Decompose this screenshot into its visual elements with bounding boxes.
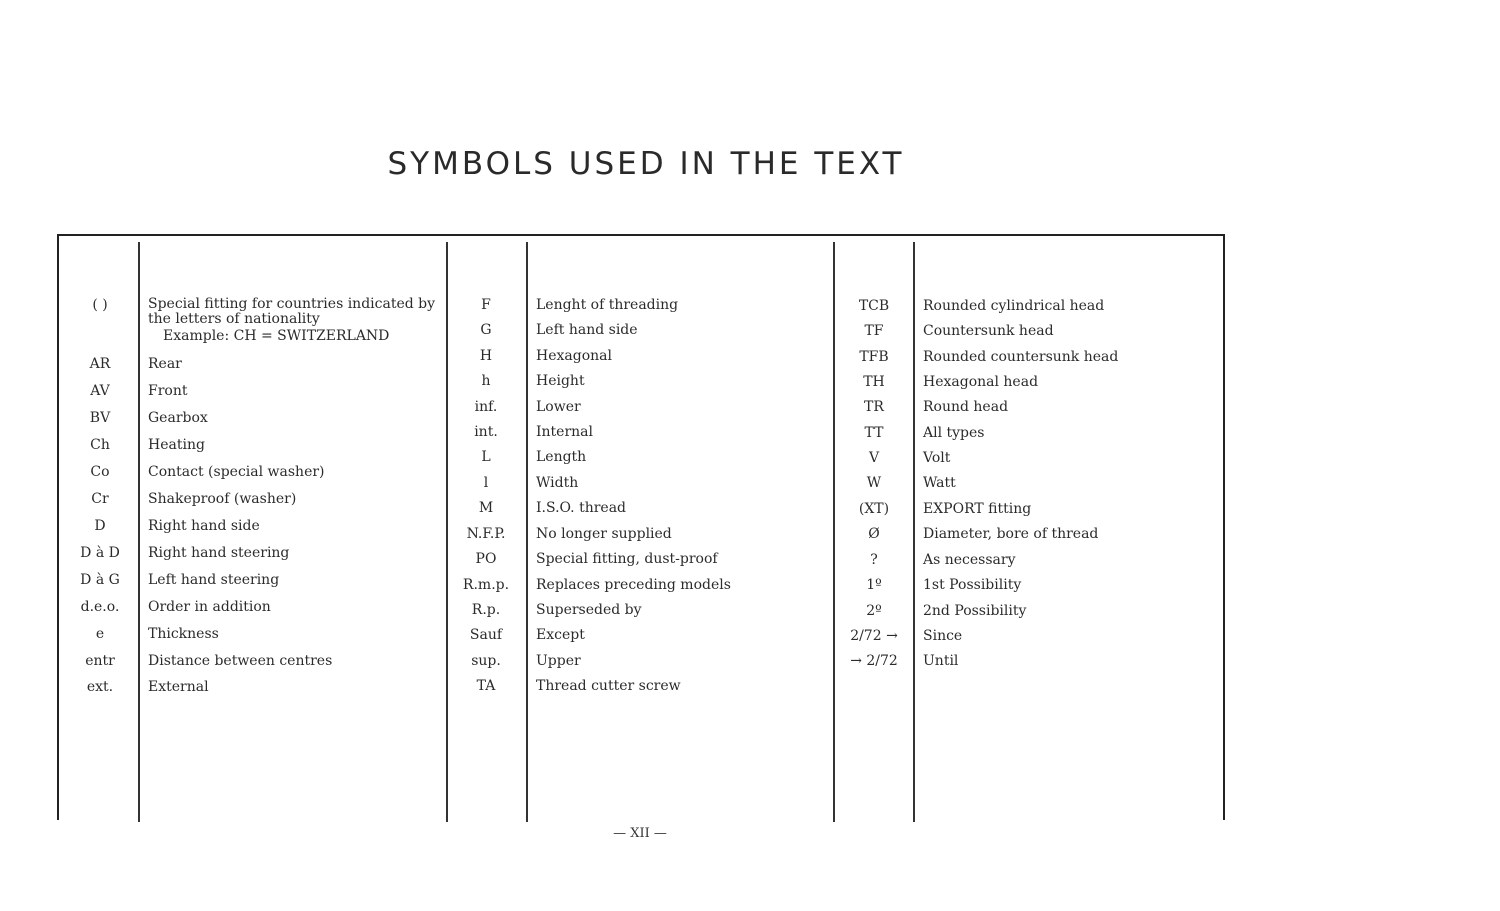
symbol-description: Until	[923, 653, 959, 669]
symbol-code: TH	[863, 374, 885, 390]
column-divider	[138, 242, 140, 822]
symbol-code: D	[94, 518, 106, 534]
symbol-description: Hexagonal head	[923, 374, 1039, 390]
symbol-code: 2/72 →	[850, 628, 898, 644]
symbol-description: Upper	[536, 653, 581, 669]
symbol-description: Rear	[148, 356, 182, 372]
symbol-code: AV	[90, 383, 110, 399]
page-title: SYMBOLS USED IN THE TEXT	[387, 146, 905, 182]
symbol-code: L	[481, 449, 491, 465]
column-divider	[833, 242, 835, 822]
symbol-code: 1º	[866, 577, 882, 593]
symbol-description: Special fitting for countries indicated by the letters of nationality	[148, 296, 436, 327]
column-divider	[526, 242, 528, 822]
symbol-code: TT	[864, 425, 884, 441]
symbol-description: Distance between centres	[148, 653, 333, 669]
symbol-example: Example: CH = SWITZERLAND	[163, 328, 390, 344]
symbol-description: Replaces preceding models	[536, 577, 731, 593]
page-number: — XII —	[613, 826, 667, 841]
symbol-code: TF	[864, 323, 884, 339]
symbol-description: Internal	[536, 424, 593, 440]
symbol-description: Countersunk head	[923, 323, 1054, 339]
symbol-code: V	[868, 450, 880, 466]
symbol-description: Thread cutter screw	[536, 678, 681, 694]
symbol-code: → 2/72	[850, 653, 898, 669]
symbol-code: inf.	[474, 399, 498, 415]
symbol-code: d.e.o.	[80, 599, 120, 615]
symbol-description: External	[148, 679, 209, 695]
symbol-code: N.F.P.	[466, 526, 506, 542]
symbol-description: Since	[923, 628, 963, 644]
symbol-description: Rounded countersunk head	[923, 349, 1119, 365]
symbol-code: TFB	[859, 349, 889, 365]
symbol-code: ext.	[86, 679, 114, 695]
symbol-description: 2nd Possibility	[923, 603, 1027, 619]
symbol-code: entr	[85, 653, 115, 669]
symbol-description: Front	[148, 383, 188, 399]
symbol-code: l	[483, 475, 489, 491]
symbol-code: D à G	[80, 572, 120, 588]
symbol-code: H	[479, 348, 493, 364]
symbol-description: Round head	[923, 399, 1009, 415]
symbol-code: sup.	[471, 653, 501, 669]
symbol-description: Shakeproof (washer)	[148, 491, 297, 507]
symbol-code: TCB	[858, 298, 890, 314]
symbol-description: Rounded cylindrical head	[923, 298, 1105, 314]
symbol-description: Height	[536, 373, 585, 389]
symbol-code: int.	[474, 424, 498, 440]
symbol-description: Width	[536, 475, 579, 491]
symbol-description: Right hand side	[148, 518, 260, 534]
symbol-code: h	[481, 373, 491, 389]
symbol-description: No longer supplied	[536, 526, 672, 542]
symbol-description: Left hand side	[536, 322, 638, 338]
symbol-code: R.p.	[471, 602, 501, 618]
symbol-code: ( )	[92, 297, 108, 313]
symbol-description: Superseded by	[536, 602, 642, 618]
symbol-code: (XT)	[858, 501, 890, 517]
symbol-code: ?	[870, 552, 878, 568]
symbol-description: Hexagonal	[536, 348, 612, 364]
symbol-description: Special fitting, dust-proof	[536, 551, 718, 567]
symbol-description: EXPORT fitting	[923, 501, 1032, 517]
symbol-code: G	[480, 322, 492, 338]
symbol-description: Volt	[923, 450, 951, 466]
symbol-code: M	[478, 500, 494, 516]
symbol-description: Except	[536, 627, 585, 643]
symbol-code: TR	[864, 399, 884, 415]
symbol-code: Ch	[90, 437, 110, 453]
symbol-description: Length	[536, 449, 587, 465]
symbol-description: 1st Possibility	[923, 577, 1022, 593]
symbol-code: e	[95, 626, 105, 642]
symbol-description: Order in addition	[148, 599, 271, 615]
symbol-description: Diameter, bore of thread	[923, 526, 1099, 542]
column-divider	[913, 242, 915, 822]
symbol-code: Ø	[868, 526, 880, 542]
symbol-description: Contact (special washer)	[148, 464, 325, 480]
symbol-code: AR	[89, 356, 111, 372]
symbol-code: R.m.p.	[462, 577, 510, 593]
symbol-code: 2º	[866, 603, 882, 619]
symbol-code: W	[866, 475, 882, 491]
symbol-code: Co	[90, 464, 110, 480]
symbol-code: PO	[475, 551, 497, 567]
symbol-code: D à D	[80, 545, 120, 561]
symbol-description: Thickness	[148, 626, 219, 642]
symbol-description: I.S.O. thread	[536, 500, 627, 516]
symbol-description: All types	[923, 425, 985, 441]
symbol-code: Sauf	[469, 627, 503, 643]
symbol-description: Gearbox	[148, 410, 208, 426]
symbol-description: As necessary	[923, 552, 1016, 568]
symbol-code: F	[481, 297, 491, 313]
symbol-description: Right hand steering	[148, 545, 290, 561]
symbol-description: Watt	[923, 475, 956, 491]
symbol-description: Heating	[148, 437, 205, 453]
symbol-code: TA	[476, 678, 496, 694]
symbol-description: Left hand steering	[148, 572, 280, 588]
symbol-code: Cr	[91, 491, 109, 507]
symbol-description: Lenght of threading	[536, 297, 679, 313]
symbol-description: Lower	[536, 399, 581, 415]
symbol-code: BV	[89, 410, 111, 426]
